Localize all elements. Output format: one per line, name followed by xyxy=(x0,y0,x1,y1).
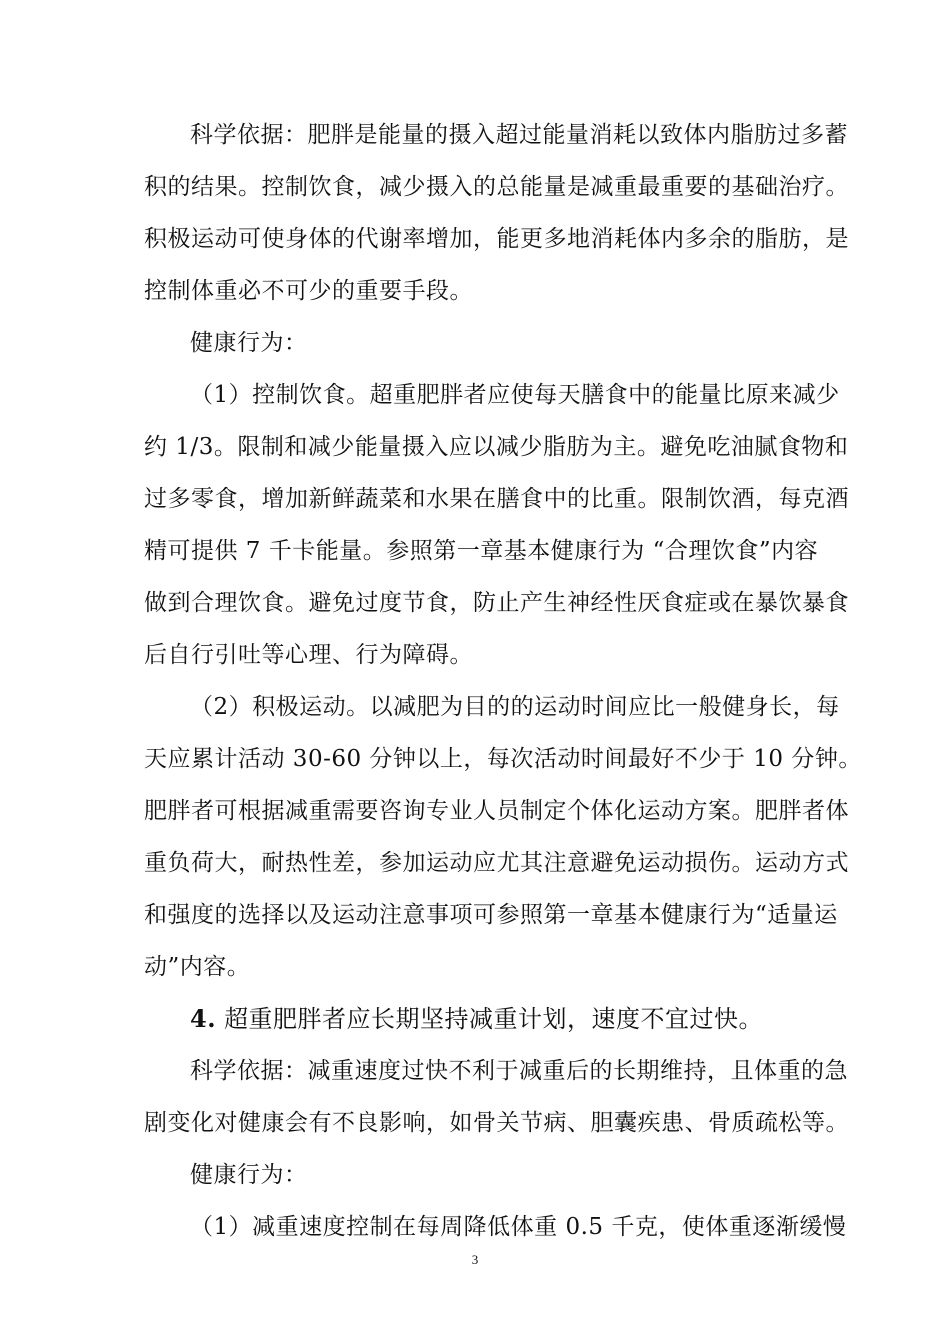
paragraph-line: 控制体重必不可少的重要手段。 xyxy=(144,278,473,304)
paragraph-line: 科学依据：肥胖是能量的摄入超过能量消耗以致体内脂肪过多蓄 xyxy=(190,122,848,148)
page-number: 3 xyxy=(471,1252,479,1267)
paragraph-line: 肥胖者可根据减重需要咨询专业人员制定个体化运动方案。肥胖者体 xyxy=(144,798,849,824)
paragraph-line: 后自行引吐等心理、行为障碍。 xyxy=(144,642,473,668)
paragraph-line: 精可提供 7 千卡能量。参照第一章基本健康行为 “合理饮食”内容 xyxy=(144,538,819,564)
paragraph-line: 科学依据：减重速度过快不利于减重后的长期维持，且体重的急 xyxy=(190,1058,848,1084)
paragraph-line: 动”内容。 xyxy=(144,954,251,980)
section-heading xyxy=(190,1004,806,1034)
paragraph-line: 积极运动可使身体的代谢率增加，能更多地消耗体内多余的脂肪，是 xyxy=(144,226,849,252)
paragraph-line: 天应累计活动 30-60 分钟以上，每次活动时间最好不少于 10 分钟。 xyxy=(144,746,862,772)
paragraph-line: 剧变化对健康会有不良影响，如骨关节病、胆囊疾患、骨质疏松等。 xyxy=(144,1110,849,1136)
section-label: 健康行为： xyxy=(190,330,308,356)
paragraph-line: 和强度的选择以及运动注意事项可参照第一章基本健康行为“适量运 xyxy=(144,902,838,928)
paragraph-line: 重负荷大，耐热性差，参加运动应尤其注意避免运动损伤。运动方式 xyxy=(144,850,849,876)
paragraph-line: 做到合理饮食。避免过度节食，防止产生神经性厌食症或在暴饮暴食 xyxy=(144,590,849,616)
paragraph-line: 约 1/3。限制和减少能量摄入应以减少脂肪为主。避免吃油腻食物和 xyxy=(144,434,849,460)
paragraph-line: 过多零食，增加新鲜蔬菜和水果在膳食中的比重。限制饮酒，每克酒 xyxy=(144,486,849,512)
heading-text: 超重肥胖者应长期坚持减重计划，速度不宜过快。 xyxy=(224,1005,764,1033)
paragraph-line: （1）控制饮食。超重肥胖者应使每天膳食中的能量比原来减少 xyxy=(190,382,840,408)
heading-number: 4. xyxy=(190,1004,217,1033)
paragraph-line: （1）减重速度控制在每周降低体重 0.5 千克，使体重逐渐缓慢 xyxy=(190,1214,847,1240)
paragraph-line: 积的结果。控制饮食，减少摄入的总能量是减重最重要的基础治疗。 xyxy=(144,174,849,200)
paragraph-line: （2）积极运动。以减肥为目的的运动时间应比一般健身长，每 xyxy=(190,694,840,720)
section-label: 健康行为： xyxy=(190,1162,308,1188)
